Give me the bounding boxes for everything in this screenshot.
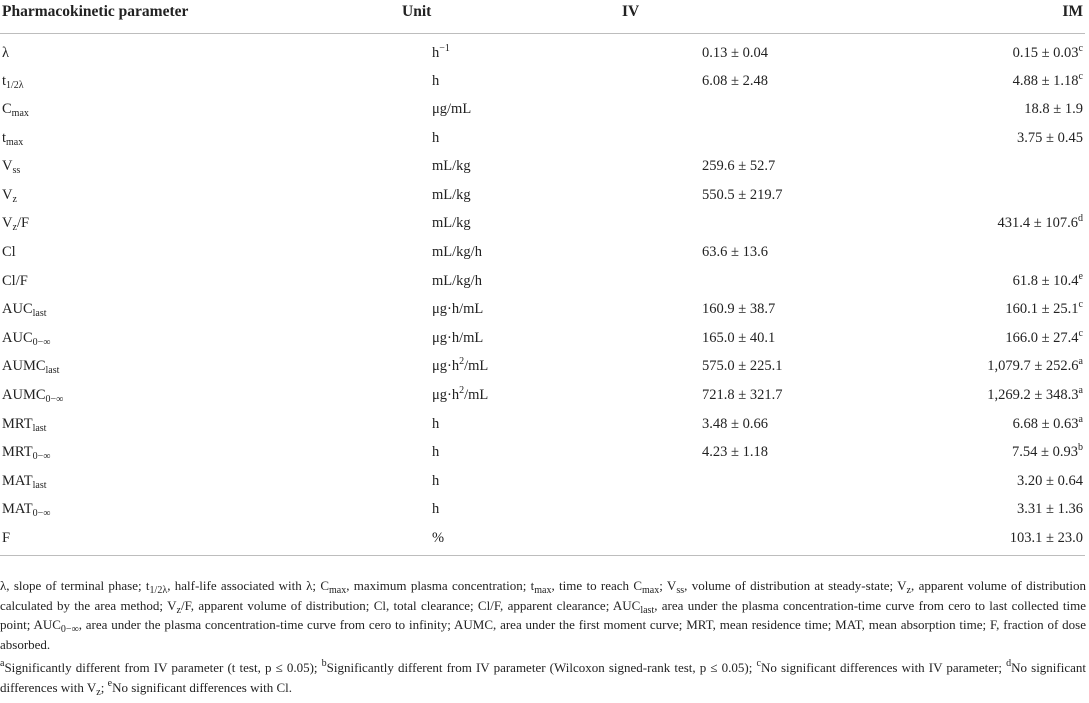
unit-base: h: [432, 415, 440, 432]
parameter-symbol: MAT: [2, 472, 33, 489]
unit-text: [402, 300, 483, 318]
iv-value-cell: [622, 153, 902, 182]
unit-cell: [402, 268, 622, 297]
table-row: [0, 210, 1085, 239]
iv-value-cell: [622, 96, 902, 125]
unit-base: μg/mL: [432, 101, 472, 118]
parameter-symbol: Cl: [2, 244, 16, 261]
parameter-subscript: z: [12, 222, 17, 234]
table-row: [0, 411, 1085, 440]
im-footnote-marker: d: [1078, 213, 1083, 225]
parameter-subscript: 1/2λ: [6, 79, 24, 91]
parameter-cell: [0, 468, 402, 497]
footnote-subscript: last: [640, 604, 655, 616]
unit-text: [402, 272, 482, 290]
im-value-cell: [902, 125, 1085, 154]
parameter-cell: [0, 68, 402, 97]
iv-value: 160.9 ± 38.7: [702, 301, 776, 318]
iv-value: 63.6 ± 13.6: [702, 244, 768, 261]
iv-value: 3.48 ± 0.66: [702, 415, 768, 432]
parameter-subscript: 0−∞: [45, 394, 64, 406]
im-value-cell: [902, 96, 1085, 125]
unit-cell: [402, 153, 622, 182]
parameter-cell: [0, 34, 402, 68]
unit-text: [402, 129, 439, 147]
unit-base: μg·h: [432, 387, 460, 404]
unit-cell: [402, 325, 622, 354]
footnote-text: ;: [100, 679, 108, 695]
header-iv: IV: [622, 0, 902, 34]
im-value: 7.54 ± 0.93: [1012, 444, 1078, 461]
unit-text: [402, 214, 471, 232]
parameter-symbol: AUMC: [2, 387, 46, 404]
footnote-text: Significantly different from IV parameter (t test, p ≤ 0.05);: [4, 660, 322, 675]
footnote-marker: e: [107, 677, 113, 689]
parameter-subscript: max: [6, 136, 24, 148]
footnote-marker: a: [0, 658, 5, 669]
iv-value: 165.0 ± 40.1: [702, 329, 776, 346]
iv-value-cell: [622, 210, 902, 239]
unit-cell: [402, 411, 622, 440]
parameter-cell: [0, 353, 402, 382]
im-value: 431.4 ± 107.6: [997, 215, 1078, 232]
parameter-subscript: 0−∞: [32, 451, 51, 463]
unit-base: mL/kg/h: [432, 272, 482, 289]
footnote-subscript: z: [176, 604, 181, 616]
parameter-subscript: last: [32, 308, 47, 320]
unit-base: h: [432, 45, 440, 61]
im-value: 3.20 ± 0.64: [1017, 472, 1083, 489]
table-row: [0, 34, 1085, 68]
footnote-subscript: max: [534, 585, 552, 596]
unit-cell: [402, 296, 622, 325]
unit-text: [402, 386, 488, 404]
unit-base: %: [432, 530, 445, 546]
unit-text: [402, 529, 444, 547]
im-footnote-marker: a: [1078, 356, 1083, 368]
footnote-text: , volume of distribution at steady-state; V: [684, 578, 907, 593]
unit-base: h: [432, 444, 440, 461]
unit-text: [402, 415, 439, 433]
parameter-suffix: /F: [16, 215, 30, 232]
unit-base: h: [432, 129, 440, 146]
table-row: [0, 153, 1085, 182]
im-value: 4.88 ± 1.18: [1012, 72, 1079, 89]
parameter-cell: [0, 439, 402, 468]
footnote-subscript: max: [329, 585, 347, 596]
iv-value: 0.13 ± 0.04: [702, 45, 768, 61]
unit-superscript: −1: [439, 43, 450, 54]
parameter-symbol: F: [2, 530, 11, 546]
im-value: 3.31 ± 1.36: [1017, 501, 1083, 518]
im-value-cell: [902, 496, 1085, 525]
im-value: 166.0 ± 27.4: [1005, 329, 1079, 346]
im-value: 61.8 ± 10.4: [1012, 272, 1079, 289]
im-value: 1,079.7 ± 252.6: [987, 358, 1079, 375]
iv-value-cell: [622, 34, 902, 68]
im-value-cell: [902, 210, 1085, 239]
header-unit: Unit: [402, 0, 622, 34]
parameter-subscript: last: [32, 422, 47, 434]
unit-cell: [402, 68, 622, 97]
im-value-cell: [902, 411, 1085, 440]
table-row: [0, 96, 1085, 125]
footnote-text: No significant differences with Cl.: [112, 679, 292, 695]
im-value-cell: [902, 439, 1085, 468]
unit-cell: [402, 210, 622, 239]
table-row: [0, 382, 1085, 411]
im-value: 18.8 ± 1.9: [1024, 101, 1083, 118]
im-footnote-marker: c: [1078, 327, 1083, 339]
footnote-subscript: 1/2λ: [149, 585, 168, 596]
header-parameter: Pharmacokinetic parameter: [0, 0, 402, 34]
im-value: 103.1 ± 23.0: [1009, 530, 1083, 546]
table-row: [0, 525, 1085, 555]
unit-superscript: 2: [459, 385, 465, 397]
iv-value: 575.0 ± 225.1: [702, 358, 783, 375]
parameter-cell: [0, 210, 402, 239]
unit-text: [402, 72, 439, 90]
unit-cell: [402, 96, 622, 125]
unit-text: [402, 186, 471, 204]
parameter-symbol: t: [2, 129, 7, 146]
footnote-subscript: z: [96, 686, 101, 698]
footnote-text: /F, apparent volume of distribution; Cl, total clearance; Cl/F, apparent clearance; AUC: [180, 597, 641, 613]
iv-value-cell: [622, 268, 902, 297]
unit-text: [402, 357, 488, 375]
parameter-symbol: λ: [2, 45, 10, 61]
footnote-subscript: z: [906, 585, 911, 596]
footnote-marker: d: [1006, 658, 1012, 669]
im-value-cell: [902, 325, 1085, 354]
unit-base: mL/kg: [432, 158, 471, 175]
parameter-subscript: 0−∞: [32, 508, 51, 520]
iv-value-cell: [622, 411, 902, 440]
unit-cell: [402, 353, 622, 382]
im-value-cell: [902, 353, 1085, 382]
iv-value-cell: [622, 382, 902, 411]
table-row: [0, 496, 1085, 525]
parameter-subscript: 0−∞: [32, 336, 51, 348]
parameter-symbol: AUMC: [2, 358, 46, 375]
unit-cell: [402, 439, 622, 468]
footnote-text: , area under the plasma concentration-time curve from cero to last collected time point; AUC: [0, 597, 1086, 632]
abbreviations-footnote: [0, 576, 1086, 654]
unit-base: μg·h: [432, 358, 460, 375]
unit-text: [402, 329, 483, 347]
im-value-cell: [902, 468, 1085, 497]
footnote-text: No significant differences with V: [0, 660, 1087, 695]
table-row: [0, 239, 1085, 268]
im-footnote-marker: c: [1078, 70, 1083, 82]
iv-value-cell: [622, 325, 902, 354]
parameter-symbol: MAT: [2, 501, 33, 518]
unit-cell: [402, 525, 622, 555]
unit-cell: [402, 382, 622, 411]
im-value: 1,269.2 ± 348.3: [987, 387, 1079, 404]
unit-cell: [402, 496, 622, 525]
footnote-marker: b: [321, 658, 327, 669]
unit-base: h: [432, 72, 440, 89]
parameter-symbol: t: [2, 72, 7, 89]
unit-suffix: /mL: [464, 387, 489, 404]
unit-cell: [402, 239, 622, 268]
table-row: [0, 268, 1085, 297]
parameter-symbol: AUC: [2, 301, 33, 318]
footnote-text: Significantly different from IV parameter (Wilcoxon signed-rank test, p ≤ 0.05);: [326, 660, 757, 675]
parameter-cell: [0, 268, 402, 297]
unit-base: h: [432, 501, 440, 518]
im-value-cell: [902, 182, 1085, 211]
footnote-text: , time to reach C: [551, 578, 643, 593]
im-footnote-marker: a: [1078, 385, 1083, 397]
table-row: [0, 468, 1085, 497]
unit-cell: [402, 34, 622, 68]
unit-superscript: 2: [459, 356, 465, 368]
unit-base: μg·h/mL: [432, 301, 484, 318]
unit-text: [402, 243, 482, 261]
iv-value-cell: [622, 125, 902, 154]
iv-value: 4.23 ± 1.18: [702, 444, 768, 461]
parameter-cell: [0, 182, 402, 211]
iv-value-cell: [622, 182, 902, 211]
significance-footnote: [0, 658, 1086, 697]
parameter-symbol: Cl/F: [2, 272, 28, 289]
iv-value: 550.5 ± 219.7: [702, 186, 783, 203]
unit-cell: [402, 468, 622, 497]
parameter-symbol: V: [2, 158, 13, 175]
table-row: [0, 125, 1085, 154]
table-row: [0, 353, 1085, 382]
unit-text: [402, 157, 471, 175]
footnote-text: , half-life associated with λ; C: [167, 578, 329, 593]
iv-value-cell: [622, 468, 902, 497]
parameter-symbol: C: [2, 101, 12, 118]
table-body: [0, 34, 1085, 556]
footnote-text: , apparent volume of distribution calculated by the area method; V: [0, 578, 1087, 613]
im-value-cell: [902, 382, 1085, 411]
iv-value-cell: [622, 525, 902, 555]
unit-text: [402, 500, 439, 518]
footnote-text: , maximum plasma concentration; t: [346, 578, 535, 593]
iv-value-cell: [622, 239, 902, 268]
table-row: [0, 68, 1085, 97]
iv-value-cell: [622, 68, 902, 97]
unit-text: [402, 472, 439, 490]
unit-base: mL/kg: [432, 186, 471, 203]
parameter-subscript: last: [32, 479, 47, 491]
footnote-subscript: 0−∞: [60, 624, 79, 635]
unit-base: mL/kg/h: [432, 244, 482, 261]
im-value: 160.1 ± 25.1: [1005, 301, 1079, 318]
parameter-symbol: V: [2, 215, 13, 232]
parameter-subscript: ss: [12, 165, 21, 177]
unit-text: [402, 100, 471, 118]
footnote-subscript: max: [642, 585, 660, 596]
parameter-cell: [0, 96, 402, 125]
footnote-text: No significant differences with IV parameter;: [760, 660, 1007, 675]
unit-cell: [402, 182, 622, 211]
im-value-cell: [902, 239, 1085, 268]
im-value-cell: [902, 153, 1085, 182]
im-footnote-marker: a: [1078, 413, 1083, 425]
header-im: IM: [902, 0, 1085, 34]
footnote-text: , area under the plasma concentration-time curve from cero to infinity; AUMC, area under the first moment curve; MRT, mean residence time; MAT, mean absorption time; F, fraction of dose absorbed.: [0, 617, 1086, 652]
unit-cell: [402, 125, 622, 154]
im-value: 3.75 ± 0.45: [1017, 129, 1083, 146]
parameter-symbol: MRT: [2, 444, 33, 461]
im-footnote-marker: b: [1078, 442, 1083, 454]
iv-value: 721.8 ± 321.7: [702, 387, 783, 404]
im-footnote-marker: c: [1078, 299, 1083, 311]
parameter-cell: [0, 125, 402, 154]
im-value-cell: [902, 268, 1085, 297]
im-footnote-marker: c: [1078, 43, 1083, 54]
iv-value: 259.6 ± 52.7: [702, 158, 776, 175]
im-value-cell: [902, 525, 1085, 555]
iv-value: 6.08 ± 2.48: [702, 72, 768, 89]
parameter-cell: [0, 296, 402, 325]
parameter-subscript: max: [11, 108, 29, 120]
iv-value-cell: [622, 353, 902, 382]
parameter-cell: [0, 239, 402, 268]
unit-base: mL/kg: [432, 215, 471, 232]
parameter-cell: [0, 496, 402, 525]
iv-value-cell: [622, 439, 902, 468]
im-value-cell: [902, 34, 1085, 68]
im-footnote-marker: e: [1078, 270, 1083, 282]
parameter-symbol: MRT: [2, 415, 33, 432]
footnote-text: ; V: [659, 578, 677, 593]
im-value: 0.15 ± 0.03: [1012, 45, 1079, 61]
footnote-marker: c: [756, 658, 761, 669]
unit-base: μg·h/mL: [432, 329, 484, 346]
parameter-symbol: V: [2, 186, 13, 203]
im-value: 6.68 ± 0.63: [1012, 415, 1079, 432]
footnote-subscript: ss: [676, 585, 685, 596]
parameter-subscript: z: [12, 193, 17, 205]
parameter-cell: [0, 411, 402, 440]
im-value-cell: [902, 296, 1085, 325]
table-row: [0, 439, 1085, 468]
parameter-subscript: last: [45, 365, 60, 377]
unit-base: h: [432, 472, 440, 489]
unit-suffix: /mL: [464, 358, 489, 375]
footnote-text: λ, slope of terminal phase; t: [0, 578, 150, 593]
parameter-cell: [0, 325, 402, 354]
table-header-row: [0, 0, 1085, 34]
unit-text: [402, 44, 450, 62]
iv-value-cell: [622, 496, 902, 525]
parameter-cell: [0, 382, 402, 411]
unit-text: [402, 443, 439, 461]
im-value-cell: [902, 68, 1085, 97]
parameter-symbol: AUC: [2, 329, 33, 346]
table-row: [0, 325, 1085, 354]
parameter-cell: [0, 525, 402, 555]
table-row: [0, 182, 1085, 211]
parameter-cell: [0, 153, 402, 182]
table-row: [0, 296, 1085, 325]
iv-value-cell: [622, 296, 902, 325]
table-footnotes: [0, 576, 1086, 697]
